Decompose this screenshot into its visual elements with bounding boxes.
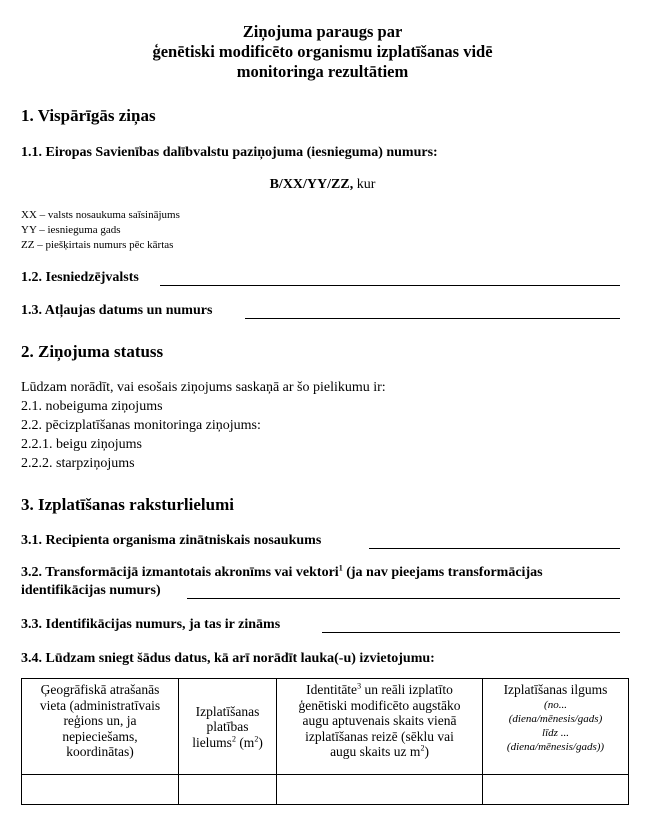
member-state-fill-line[interactable] [160, 285, 620, 286]
notification-code-value: B/XX/YY/ZZ, [269, 177, 354, 192]
release-data-table [21, 678, 629, 805]
section-2-heading: 2. Ziņojuma statuss [21, 342, 164, 361]
header-identity-l5 [280, 744, 479, 760]
header-area-close: ) [258, 734, 263, 750]
header-location-l3: reģions un, ja [63, 713, 137, 728]
cell-area[interactable] [179, 775, 277, 805]
question-3-2 [21, 565, 543, 581]
header-location-l2: vieta (administratīvais [39, 697, 161, 713]
cell-location[interactable] [22, 775, 179, 805]
question-3-3: 3.3. Identifikācijas numurs, ja tas ir zināms [21, 617, 281, 632]
table-row [22, 775, 629, 805]
footnote-ref-2: 2 [231, 734, 236, 744]
header-duration-title: Izplatīšanas ilgums [503, 682, 608, 697]
question-1-1: 1.1. Eiropas Savienības dalībvalstu paziņojuma (iesnieguma) numurs: [21, 145, 438, 160]
header-area-unit-exp: 2 [254, 734, 259, 744]
question-1-2: 1.2. Iesniedzējvalsts [21, 270, 139, 285]
footnote-ref-1: 1 [338, 563, 343, 573]
question-3-2-text-cont: (ja nav pieejams transformācijas [342, 565, 543, 580]
question-3-1: 3.1. Recipienta organisma zinātniskais nosaukums [21, 533, 322, 548]
header-identity-word: Identitāte [306, 682, 358, 697]
doc-title-line-1: Ziņojuma paraugs par [242, 22, 403, 41]
question-3-2-text: 3.2. Transformācijā izmantotais akronīms vai vektori [21, 565, 339, 580]
vector-fill-line[interactable] [187, 598, 620, 599]
header-identity-rest: un reāli izplatīto [361, 682, 453, 697]
header-identity-close: ) [424, 744, 429, 759]
code-note-yy: YY – iesnieguma gads [21, 224, 121, 236]
header-identity-exp: 2 [420, 743, 425, 753]
header-duration-to-format: (diena/mēnesis/gads)) [506, 740, 605, 753]
notification-code [0, 177, 645, 193]
notification-code-suffix: kur [353, 177, 376, 192]
header-identity-l4: izplatīšanas reizē (sēklu vai [305, 728, 454, 744]
header-area [179, 679, 277, 775]
footnote-ref-3: 3 [357, 681, 362, 691]
header-area-l2: platības [206, 719, 249, 735]
header-duration-to: līdz ... [542, 726, 569, 739]
identification-number-fill-line[interactable] [322, 632, 620, 633]
code-note-zz: ZZ – piešķirtais numurs pēc kārtas [21, 239, 174, 251]
header-duration-from-format: (diena/mēnesis/gads) [508, 712, 603, 725]
header-identity-l3: augu aptuvenais skaits vienā [302, 713, 457, 728]
header-duration-from: (no... [544, 698, 567, 711]
status-option-2-1: 2.1. nobeiguma ziņojums [21, 399, 163, 414]
table-header-row [22, 679, 629, 775]
section-3-heading: 3. Izplatīšanas raksturlielumi [21, 495, 234, 514]
status-option-2-2: 2.2. pēcizplatīšanas monitoringa ziņojums: [21, 418, 261, 433]
header-identity [277, 679, 483, 775]
status-intro: Lūdzam norādīt, vai esošais ziņojums saskaņā ar šo pielikumu ir: [21, 380, 386, 395]
header-area-l3 [182, 735, 273, 751]
header-area-unit: (m [235, 734, 255, 750]
header-location-l1: Ģeogrāfiskā atrašanās [40, 682, 160, 697]
cell-identity[interactable] [277, 775, 483, 805]
section-1-heading: 1. Vispārīgās ziņas [21, 106, 156, 125]
header-location-l5: koordinātas) [66, 744, 134, 759]
header-identity-l2: ģenētiski modificēto augstāko [298, 697, 461, 713]
question-3-4: 3.4. Lūdzam sniegt šādus datus, kā arī norādīt lauka(-u) izvietojumu: [21, 651, 435, 666]
permit-date-fill-line[interactable] [245, 318, 620, 319]
question-3-2-line2: identifikācijas numurs) [21, 583, 161, 598]
header-area-l1: Izplatīšanas [195, 703, 260, 719]
status-option-2-2-1: 2.2.1. beigu ziņojums [21, 437, 142, 452]
doc-title-line-3: monitoringa rezultātiem [236, 62, 409, 81]
header-area-size: lielums [192, 734, 232, 750]
cell-duration[interactable] [483, 775, 629, 805]
header-duration [483, 679, 629, 775]
question-1-3: 1.3. Atļaujas datums un numurs [21, 303, 213, 318]
status-option-2-2-2: 2.2.2. starpziņojums [21, 456, 135, 471]
recipient-name-fill-line[interactable] [369, 548, 620, 549]
header-identity-last: augu skaits uz m [330, 744, 421, 759]
header-location [22, 679, 179, 775]
doc-title-line-2: ģenētiski modificēto organismu izplatīšanas vidē [152, 42, 493, 61]
header-identity-l1 [280, 682, 479, 698]
header-location-l4: nepieciešams, [62, 728, 138, 744]
code-note-xx: XX – valsts nosaukuma saīsinājums [21, 209, 180, 221]
